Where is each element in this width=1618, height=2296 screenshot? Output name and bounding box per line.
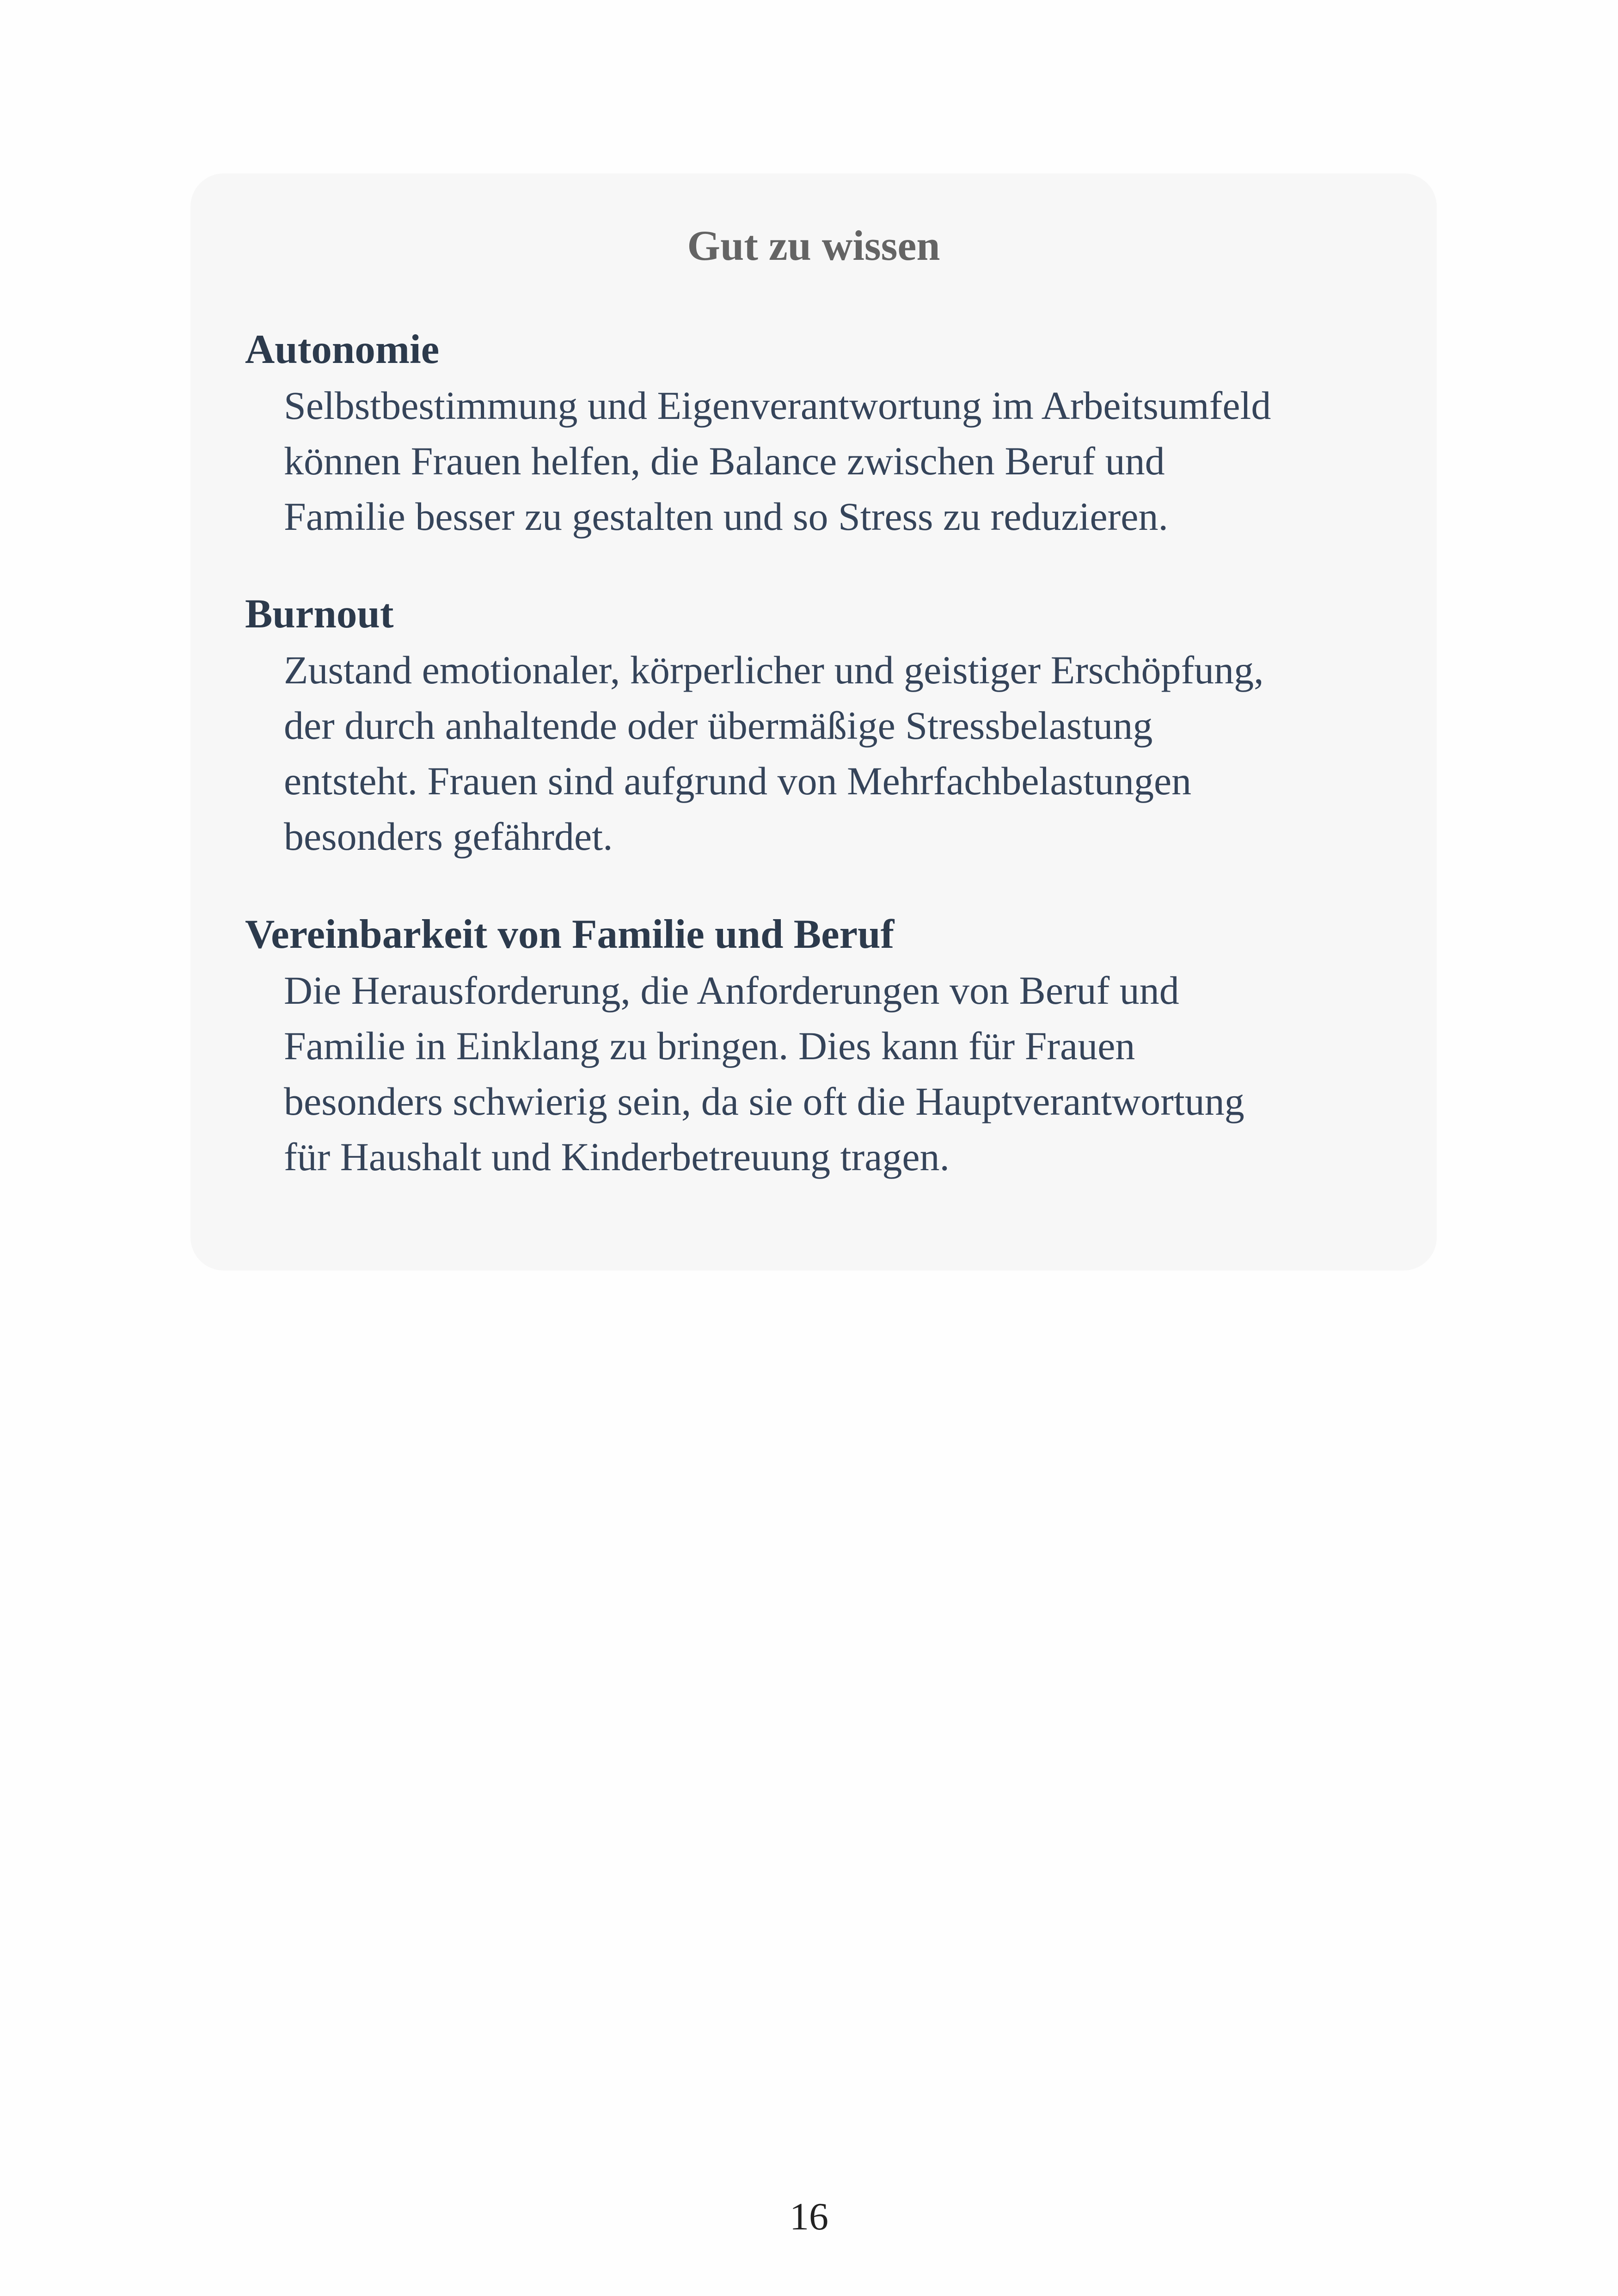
definition-line: Familie in Einklang zu bringen. Dies kann für Frauen xyxy=(284,1024,1135,1068)
glossary-definition xyxy=(284,963,1416,1185)
definition-line: der durch anhaltende oder übermäßige Stressbelastung xyxy=(284,703,1153,748)
definition-line: entsteht. Frauen sind aufgrund von Mehrfachbelastungen xyxy=(284,759,1192,803)
definition-line: Die Herausforderung, die Anforderungen von Beruf und xyxy=(284,968,1179,1013)
glossary-definition xyxy=(284,642,1416,864)
glossary-term: Burnout xyxy=(245,591,394,637)
glossary-term: Vereinbarkeit von Familie und Beruf xyxy=(245,912,895,957)
glossary-definition xyxy=(284,378,1416,544)
definition-line: für Haushalt und Kinderbetreuung tragen. xyxy=(284,1135,950,1179)
glossary-term: Autonomie xyxy=(245,327,440,372)
definition-line: können Frauen helfen, die Balance zwischen Beruf und xyxy=(284,439,1165,483)
definition-line: Selbstbestimmung und Eigenverantwortung im Arbeitsumfeld xyxy=(284,383,1271,428)
definition-line: besonders gefährdet. xyxy=(284,814,613,859)
definition-line: Familie besser zu gestalten und so Stress zu reduzieren. xyxy=(284,494,1168,539)
info-box-title: Gut zu wissen xyxy=(687,222,940,269)
definition-line: besonders schwierig sein, da sie oft die Hauptverantwortung xyxy=(284,1079,1244,1123)
info-box xyxy=(190,173,1437,1271)
definition-line: Zustand emotionaler, körperlicher und geistiger Erschöpfung, xyxy=(284,648,1264,692)
page-number: 16 xyxy=(790,2195,828,2238)
